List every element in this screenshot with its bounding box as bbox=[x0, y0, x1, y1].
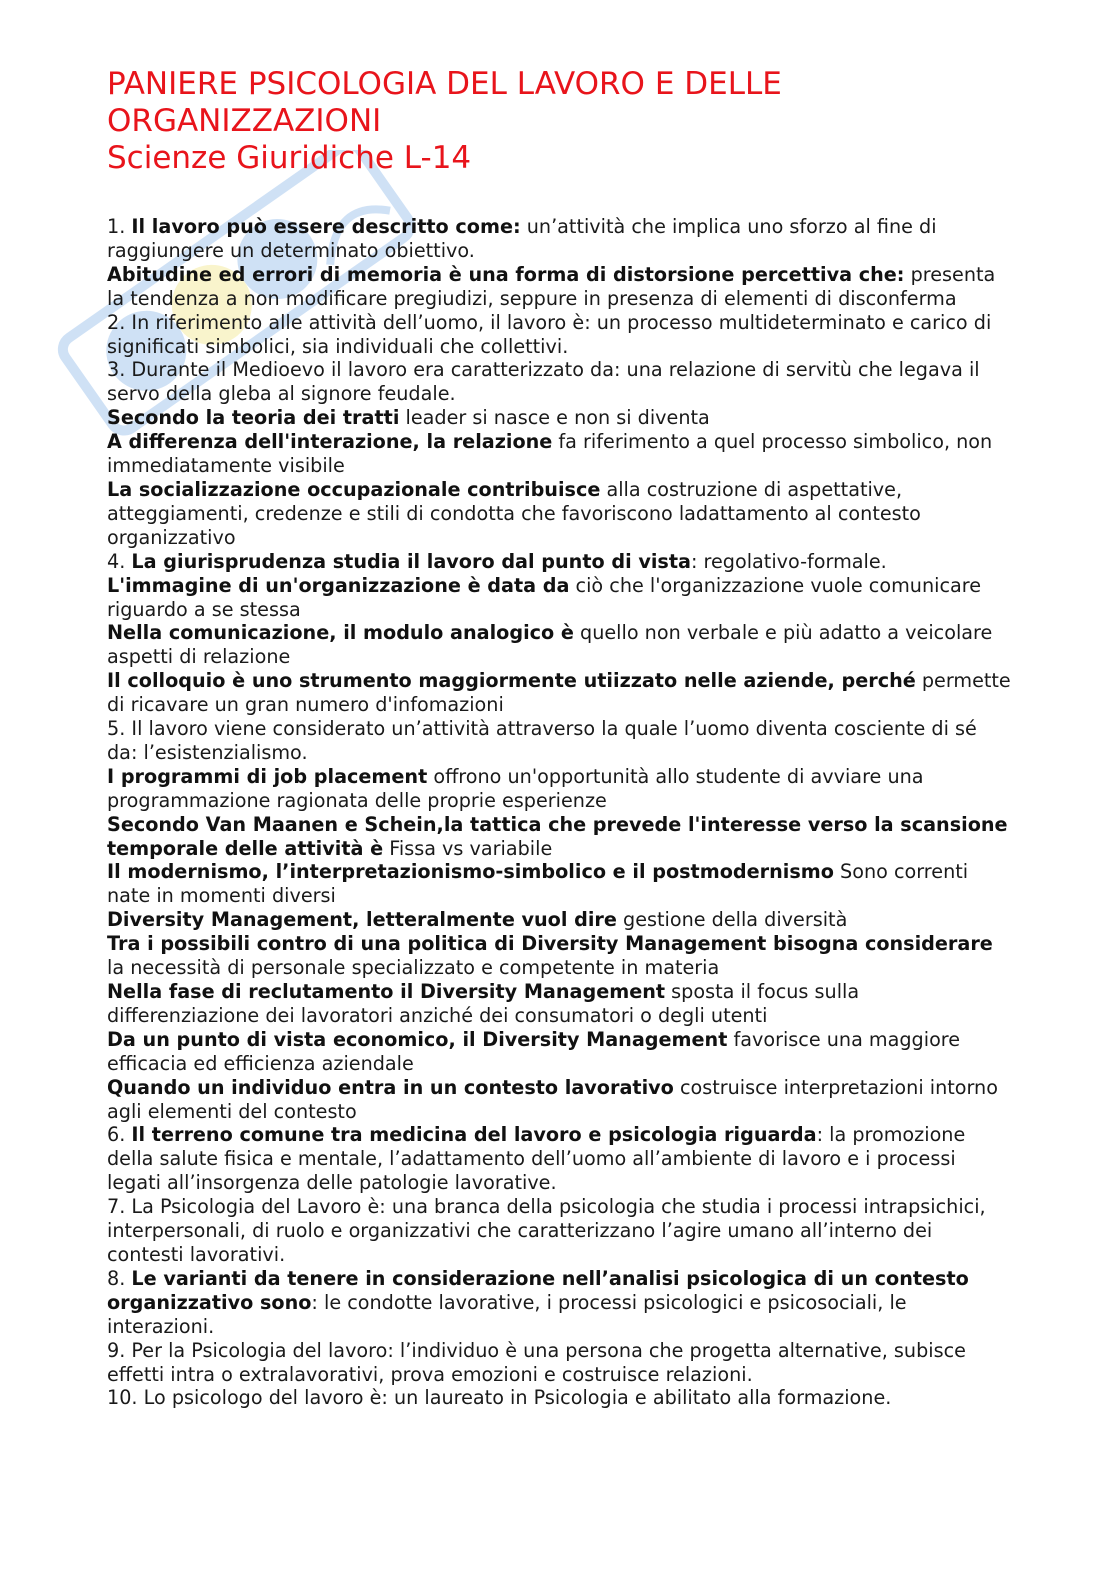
answer-text: leader si nasce e non si diventa bbox=[399, 406, 710, 430]
question-text: A differenza dell'interazione, la relazione bbox=[107, 430, 553, 454]
question-number: 2. bbox=[107, 310, 132, 334]
question-text: La socializzazione occupazionale contribuisce bbox=[107, 477, 601, 501]
answer-text: Lo psicologo del lavoro è: un laureato in Psicologia e abilitato alla formazione. bbox=[143, 1386, 892, 1410]
question-text: Il terreno comune tra medicina del lavoro e psicologia riguarda bbox=[131, 1123, 817, 1147]
title-line-3: Scienze Giuridiche L-14 bbox=[107, 140, 472, 176]
answer-text: : le condotte lavorative, i processi psicologici e psicosociali, le interazioni. bbox=[107, 1290, 907, 1338]
answer-text: permette di ricavare un gran numero d'infomazioni bbox=[107, 669, 1011, 717]
question-number: 6. bbox=[107, 1123, 132, 1147]
question-text: Il colloquio è uno strumento maggiormente utiizzato nelle aziende, perché bbox=[107, 669, 916, 693]
answer-text: : la promozione della salute fisica e mentale, l’adattamento dell’uomo all’ambiente di lavoro e i processi legati all’insorgenza delle patologie lavorative. bbox=[107, 1123, 966, 1195]
answer-text: fa riferimento a quel processo simbolico, non immediatamente visibile bbox=[107, 430, 993, 478]
question-text: Nella fase di reclutamento il Diversity Management bbox=[107, 980, 666, 1003]
answer-text: Fissa vs variabile bbox=[383, 836, 553, 860]
question-text: L'immagine di un'organizzazione è data da bbox=[107, 573, 570, 597]
document-page bbox=[107, 66, 1012, 1410]
question-item bbox=[107, 1123, 1012, 1195]
answer-text: : regolativo-formale. bbox=[690, 549, 887, 573]
answer-text: costruisce interpretazioni intorno agli elementi del contesto bbox=[107, 1075, 998, 1123]
answer-text: offrono un'opportunità allo studente di avviare una programmazione ragionata delle proprie esperienze bbox=[107, 764, 924, 812]
question-item bbox=[107, 406, 1012, 430]
answer-text: quello non verbale e più adatto a veicolare aspetti di relazione bbox=[107, 621, 993, 669]
question-item bbox=[107, 215, 1012, 263]
question-item bbox=[107, 311, 1012, 359]
question-item bbox=[107, 908, 1012, 932]
answer-text: favorisce una maggiore efficacia ed efficienza aziendale bbox=[107, 1027, 961, 1075]
question-item bbox=[107, 860, 1012, 908]
question-number: 3. bbox=[107, 358, 132, 382]
answer-text: In riferimento alle attività dell’uomo, il lavoro è: un processo multideterminato e carico di significati simbolici, sia individuali che collettivi. bbox=[107, 310, 992, 358]
question-item bbox=[107, 1076, 1012, 1124]
question-item bbox=[107, 430, 1012, 478]
question-item bbox=[107, 1386, 1012, 1410]
question-item bbox=[107, 932, 1012, 980]
title-line-2: ORGANIZZAZIONI bbox=[107, 103, 382, 139]
question-text: Nella comunicazione, il modulo analogico è bbox=[107, 621, 574, 645]
question-text: Il modernismo, l’interpretazionismo-simbolico e il postmodernismo bbox=[107, 860, 834, 884]
question-text: Il lavoro può essere descritto come: bbox=[131, 215, 521, 238]
question-item bbox=[107, 263, 1012, 311]
question-number: 4. bbox=[107, 549, 132, 573]
answer-text: gestione della diversità bbox=[616, 908, 848, 932]
question-number: 7. bbox=[107, 1195, 132, 1219]
question-item bbox=[107, 358, 1012, 406]
question-text: La giurisprudenza studia il lavoro dal punto di vista bbox=[131, 549, 691, 573]
answer-text: Sono correnti nate in momenti diversi bbox=[107, 860, 969, 908]
question-text: I programmi di job placement bbox=[107, 764, 428, 788]
question-text: Da un punto di vista economico, il Diversity Management bbox=[107, 1027, 728, 1051]
answer-text: Il lavoro viene considerato un’attività attraverso la quale l’uomo diventa cosciente di sé da: l’esistenzialismo. bbox=[107, 717, 977, 764]
question-item bbox=[107, 813, 1012, 861]
answer-text: Per la Psicologia del lavoro: l’individuo è una persona che progetta alternative, subisce effetti intra o extralavorativi, prova emozioni e costruisce relazioni. bbox=[107, 1338, 966, 1386]
answer-text: alla costruzione di aspettative, atteggiamenti, credenze e stili di condotta che favoriscono ladattamento al contesto organizzativo bbox=[107, 477, 921, 549]
answer-text: sposta il focus sulla differenziazione dei lavoratori anziché dei consumatori o degli utenti bbox=[107, 980, 860, 1027]
answer-text: La Psicologia del Lavoro è: una branca della psicologia che studia i processi intrapsichici, interpersonali, di ruolo e organizzativi che caratterizzano l’agire umano all’interno dei contesti lavorativi. bbox=[107, 1195, 986, 1266]
answer-text: presenta la tendenza a non modificare pregiudizi, seppure in presenza di elementi di disconferma bbox=[107, 262, 996, 310]
answer-text: la necessità di personale specializzato e competente in materia bbox=[107, 956, 720, 980]
answer-text: ciò che l'organizzazione vuole comunicare riguardo a se stessa bbox=[107, 573, 982, 621]
question-item bbox=[107, 669, 1012, 717]
question-item bbox=[107, 980, 1012, 1028]
title-line-1: PANIERE PSICOLOGIA DEL LAVORO E DELLE bbox=[107, 66, 782, 102]
document-title bbox=[107, 66, 1012, 177]
question-text: Abitudine ed errori di memoria è una forma di distorsione percettiva che: bbox=[107, 262, 905, 286]
question-item bbox=[107, 765, 1012, 813]
document-body bbox=[107, 215, 1012, 1410]
question-number: 9. bbox=[107, 1338, 132, 1362]
question-text: Quando un individuo entra in un contesto lavorativo bbox=[107, 1075, 674, 1099]
question-item bbox=[107, 550, 1012, 574]
question-number: 8. bbox=[107, 1266, 132, 1290]
question-item bbox=[107, 1028, 1012, 1076]
answer-text: un’attività che implica uno sforzo al fine di raggiungere un determinato obiettivo. bbox=[107, 215, 937, 262]
question-item bbox=[107, 1195, 1012, 1267]
question-item bbox=[107, 478, 1012, 550]
question-item bbox=[107, 717, 1012, 765]
question-item bbox=[107, 621, 1012, 669]
question-text: Le varianti da tenere in considerazione nell’analisi psicologica di un contesto organizzativo sono bbox=[107, 1266, 969, 1314]
answer-text: Durante il Medioevo il lavoro era caratterizzato da: una relazione di servitù che legava il servo della gleba al signore feudale. bbox=[107, 358, 980, 406]
question-number: 1. bbox=[107, 215, 132, 238]
question-text: Diversity Management, letteralmente vuol dire bbox=[107, 908, 617, 932]
question-item bbox=[107, 1339, 1012, 1387]
question-text: Secondo Van Maanen e Schein,la tattica che prevede l'interesse verso la scansione temporale delle attività è bbox=[107, 812, 1008, 860]
question-item bbox=[107, 574, 1012, 622]
question-text: Tra i possibili contro di una politica di Diversity Management bisogna considerare bbox=[107, 932, 993, 956]
question-number: 5. bbox=[107, 717, 132, 741]
question-item bbox=[107, 1267, 1012, 1339]
question-number: 10. bbox=[107, 1386, 144, 1410]
question-text: Secondo la teoria dei tratti bbox=[107, 406, 400, 430]
